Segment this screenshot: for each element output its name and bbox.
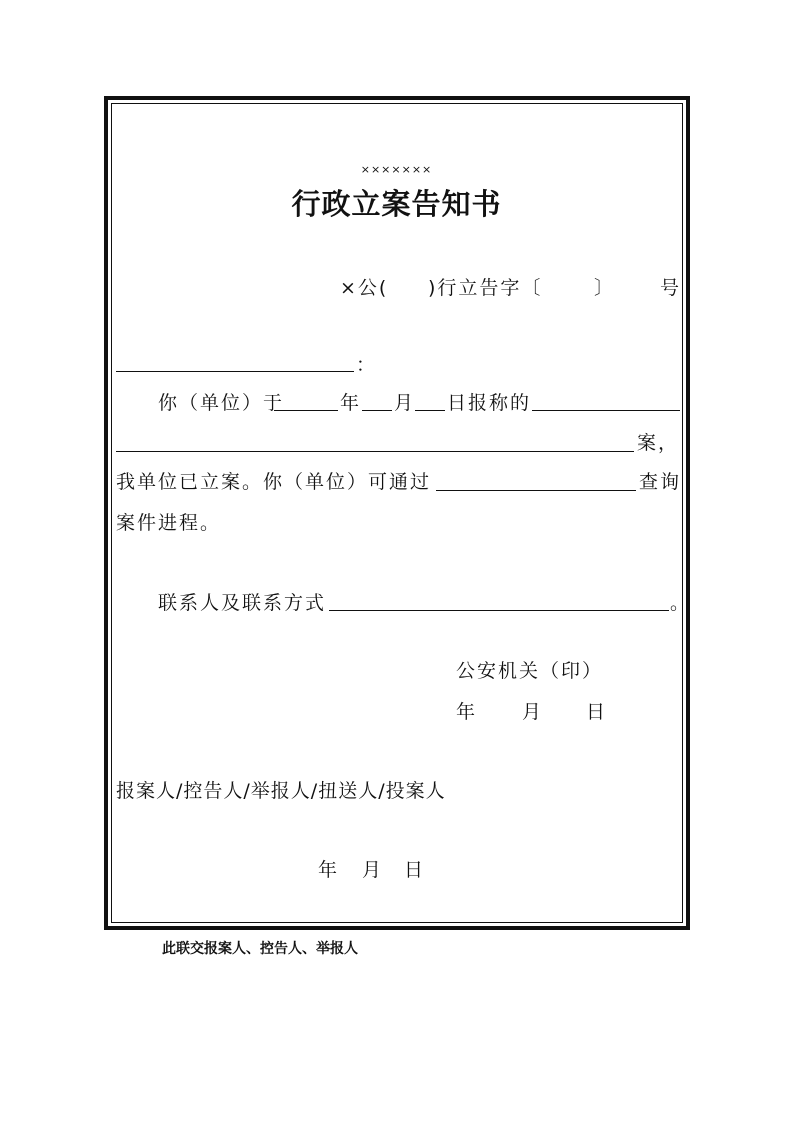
para2-text: 我单位已立案。你（单位）可通过 [116, 471, 432, 493]
para1-case-end: 案， [637, 432, 680, 454]
para1-lead: 你（单位）于 [158, 392, 285, 414]
copy-footnote: 此联交报案人、控告人、举报人 [162, 941, 358, 957]
authority-month: 月 [522, 701, 544, 723]
reported-content-blank [532, 410, 680, 411]
recipient-month: 月 [362, 859, 384, 881]
doc-number-suffix: 号 [660, 277, 682, 299]
serial-mark: ××××××× [360, 163, 433, 176]
para1-month: 月 [394, 392, 416, 414]
month-blank [362, 410, 392, 411]
document-title: 行政立案告知书 [291, 187, 502, 221]
recipient-roles: 报案人/控告人/举报人/扭送人/投案人 [116, 780, 446, 802]
contact-end: 。 [670, 592, 692, 614]
year-blank [274, 410, 338, 411]
recipient-day: 日 [404, 859, 426, 881]
authority-day: 日 [586, 701, 608, 723]
authority-year: 年 [456, 701, 478, 723]
para1-year: 年 [340, 392, 362, 414]
case-name-blank [116, 451, 634, 452]
para1-day-reported: 日报称的 [447, 392, 532, 414]
day-blank [415, 410, 445, 411]
para2-query: 查询 [639, 471, 682, 493]
authority-seal: 公安机关（印） [456, 660, 604, 682]
contact-label: 联系人及联系方式 [158, 592, 327, 614]
recipient-year: 年 [318, 859, 340, 881]
contact-blank [329, 610, 669, 611]
para2-continued: 案件进程。 [116, 512, 222, 534]
doc-number-prefix: ×公( [340, 277, 389, 299]
query-method-blank [436, 490, 636, 491]
addressee-blank [116, 371, 354, 372]
addressee-colon: ： [356, 354, 378, 376]
doc-number-bracket-close: 〕 [594, 277, 616, 299]
doc-number-middle: )行立告字〔 [428, 277, 543, 299]
